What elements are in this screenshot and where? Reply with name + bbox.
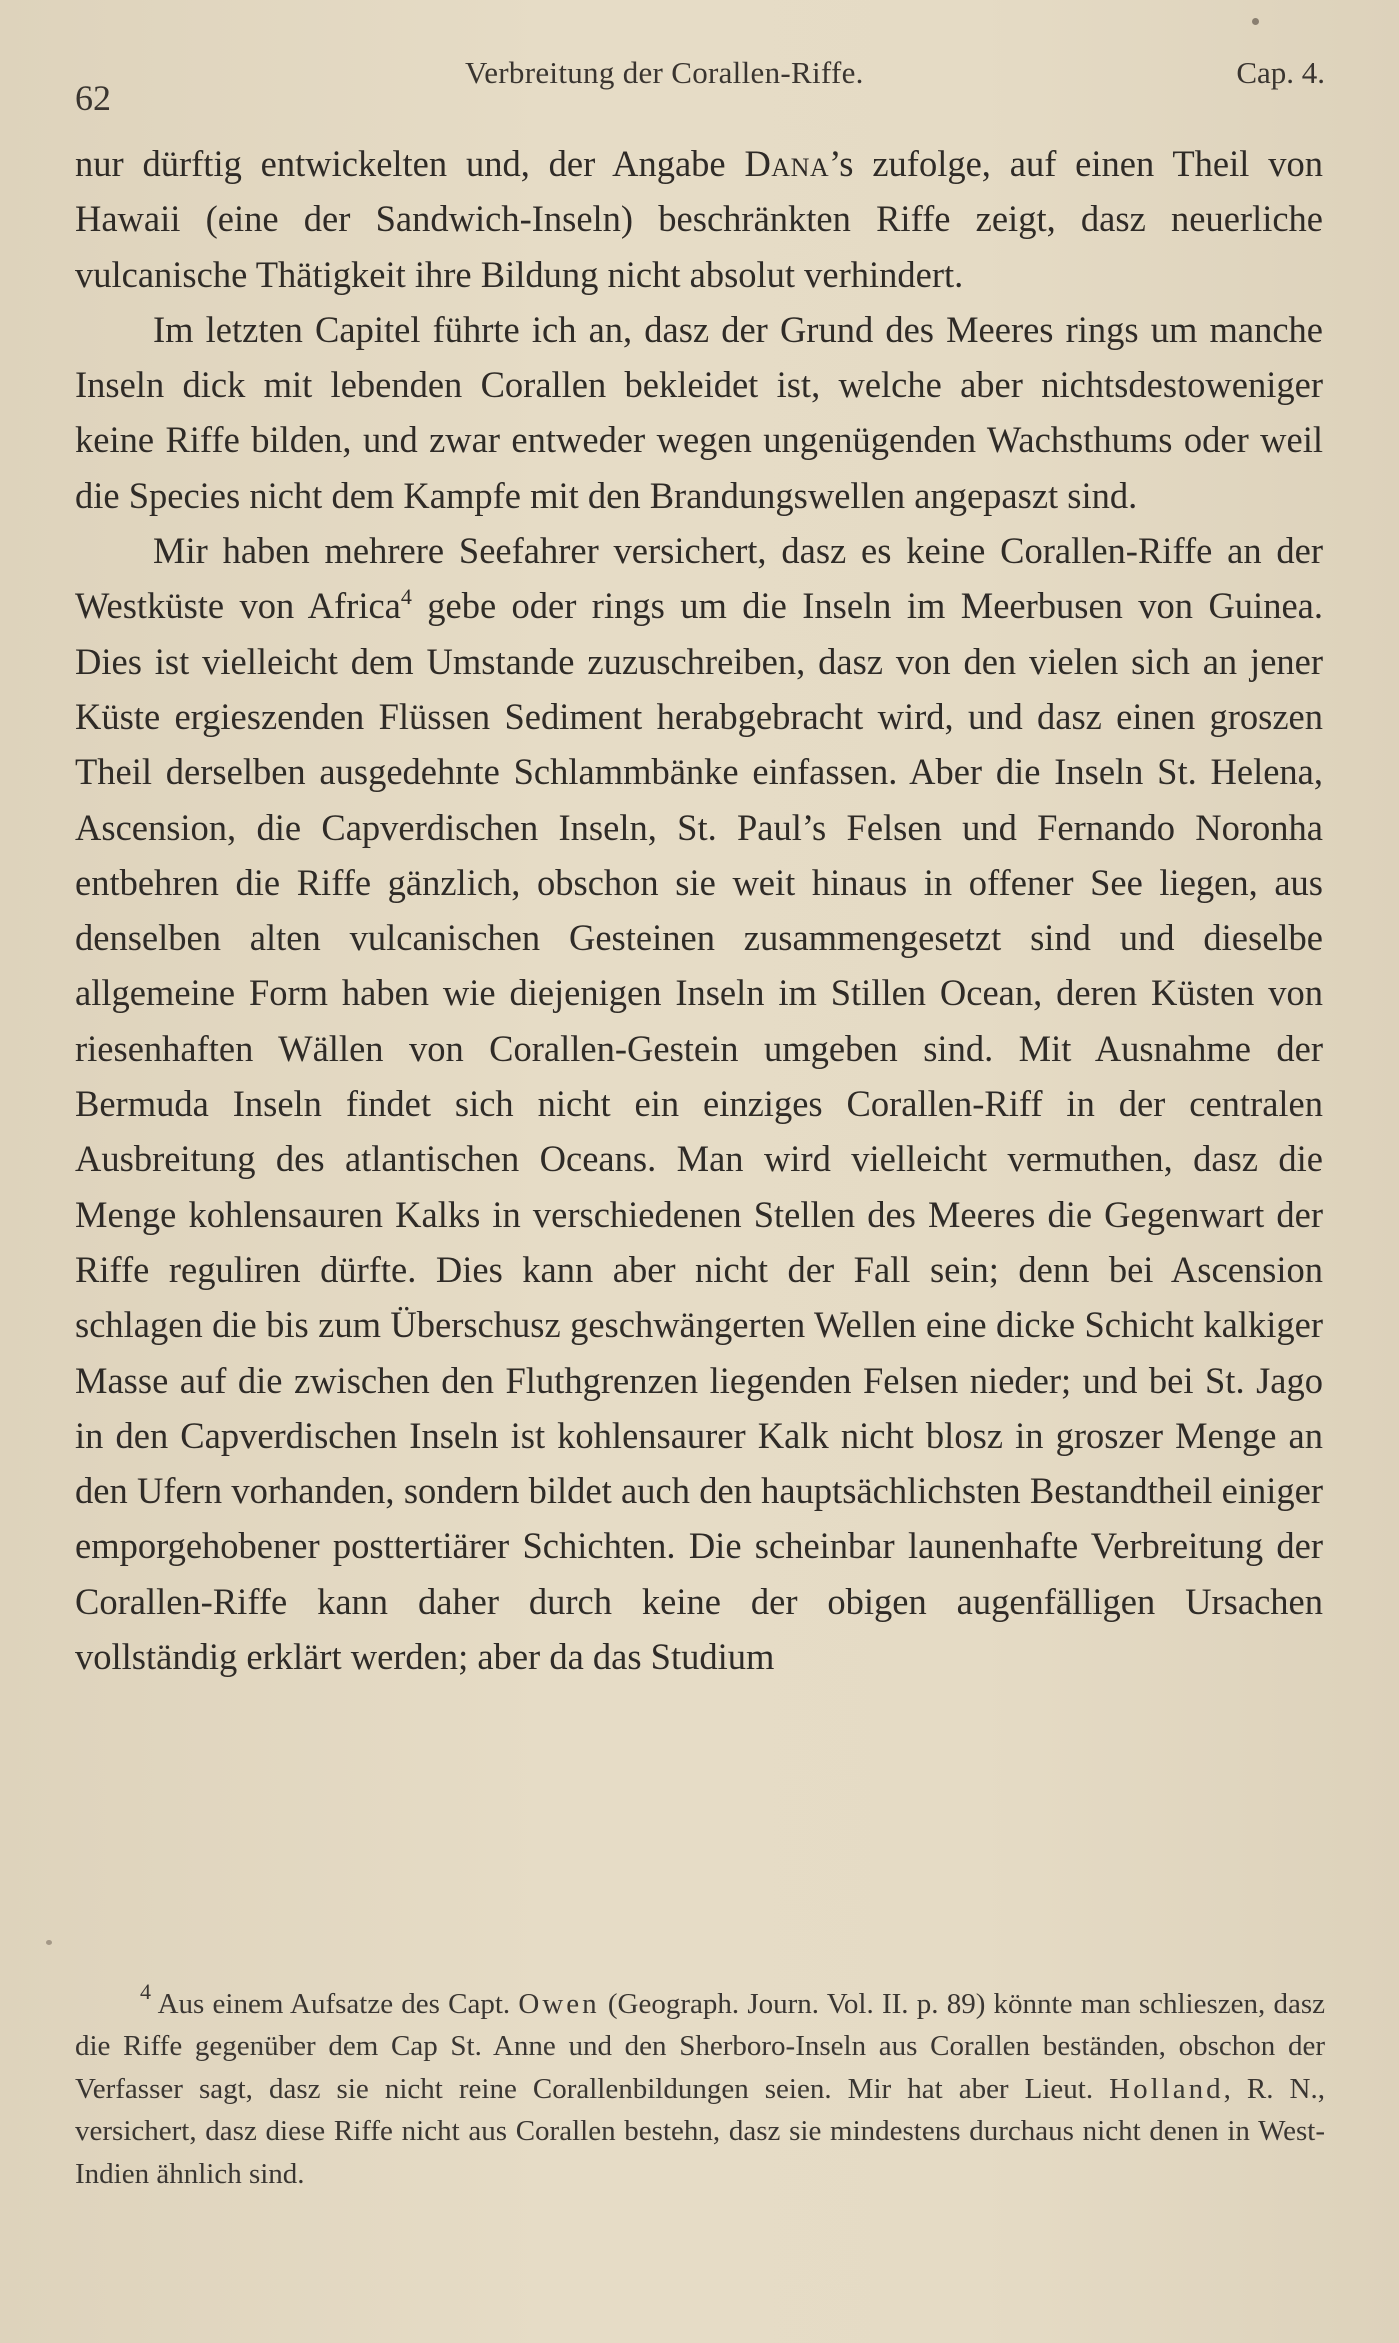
footnote-section (75, 1979, 1326, 2195)
chapter-label: Cap. 4. (1236, 55, 1325, 90)
footnote-text-3: , R. N., versichert, dasz diese Riffe nicht aus Corallen bestehn, dasz sie mindestens durchaus nicht denen in West-Indien ähnlich sind. (75, 2072, 1325, 2190)
page-header (75, 55, 1325, 118)
footnote-4 (75, 1979, 1326, 2195)
footnote-reference[interactable]: 4 (400, 584, 412, 610)
main-text (75, 136, 1323, 1684)
footnote-marker: 4 (140, 1979, 151, 2004)
paragraph-1-text-start: nur dürftig entwickelten und, der Angabe (75, 143, 745, 184)
paragraph-2: Im letzten Capitel führte ich an, dasz der Grund des Meeres rings um manche Inseln dick mit lebenden Corallen bekleidet ist, welche aber nichtsdestoweniger keine Riffe bilden, und zwar entweder wegen ungenügenden Wachsthums oder weil die Species nicht dem Kampfe mit den Brandungswellen angepaszt sind. (75, 308, 1323, 516)
footnote-text-1: Aus einem Aufsatze des Capt. (151, 1988, 519, 2020)
paragraph-3 (75, 523, 1323, 1684)
running-title: Verbreitung der Corallen-Riffe. (465, 55, 864, 90)
paper-speck (1252, 18, 1259, 25)
paper-speck (46, 1940, 52, 1945)
footnote-text-2: (Geograph. Journ. Vol. II. p. 89) könnte man schlieszen, dasz die Riffe gegenüber dem Cap St. Anne und den Sherboro-Inseln aus Corallen beständen, obschon der Verfasser sagt, dasz sie nicht reine Corallenbildungen seien. Mir hat aber Lieut. (75, 1988, 1326, 2105)
page-number: 62 (75, 78, 111, 118)
author-name-dana: Dana (744, 143, 830, 184)
paragraph-1-text-end: ’s zufolge, auf einen Theil von Hawaii (eine der Sandwich-Inseln) beschränkten Riffe zeigt, dasz neuerliche vulcanische Thätigkeit ihre Bildung nicht absolut verhindert. (75, 143, 1324, 295)
paragraph-3-text-start: Mir haben mehrere Seefahrer versichert, dasz es keine Corallen-Riffe an der Westküste von Africa (75, 530, 1323, 627)
paragraph-1 (75, 136, 1323, 302)
footnote-name-owen: Owen (518, 1988, 600, 2020)
footnote-name-holland: Holland (1109, 2072, 1224, 2105)
paragraph-3-text-end: gebe oder rings um die Inseln im Meerbusen von Guinea. Dies ist vielleicht dem Umstande zuzuschreiben, dasz von den vielen sich an jener Küste ergieszenden Flüssen Sediment herabgebracht wird, und dasz einen groszen Theil derselben ausgedehnte Schlammbänke einfassen. Aber die Inseln St. Helena, Ascension, die Capverdischen Inseln, St. Paul’s Felsen und Fernando Noronha entbehren die Riffe gänzlich, obschon sie weit hinaus in offener See liegen, aus denselben alten vulcanischen Gesteinen zusammengesetzt sind und dieselbe allgemeine Form haben wie diejenigen Inseln im Stillen Ocean, deren Küsten von riesenhaften Wällen von Corallen-Gestein umgeben sind. Mit Ausnahme der Bermuda Inseln findet sich nicht ein einziges Corallen-Riff in der centralen Ausbreitung des atlantischen Oceans. Man wird vielleicht vermuthen, dasz die Menge kohlensauren Kalks in verschiedenen Stellen des Meeres die Gegenwart der Riffe reguliren dürfte. Dies kann aber nicht der Fall sein; denn bei Ascension schlagen die bis zum Überschusz geschwängerten Wellen eine dicke Schicht kalkiger Masse auf die zwischen den Fluthgrenzen liegenden Felsen nieder; und bei St. Jago in den Capverdischen Inseln ist kohlensaurer Kalk nicht blosz in groszer Menge an den Ufern vorhanden, sondern bildet auch den hauptsächlichsten Bestandtheil einiger emporgehobener posttertiärer Schichten. Die scheinbar launenhafte Verbreitung der Corallen-Riffe kann daher durch keine der obigen augenfälligen Ursachen vollständig erklärt werden; aber da das Studium (75, 585, 1323, 1678)
